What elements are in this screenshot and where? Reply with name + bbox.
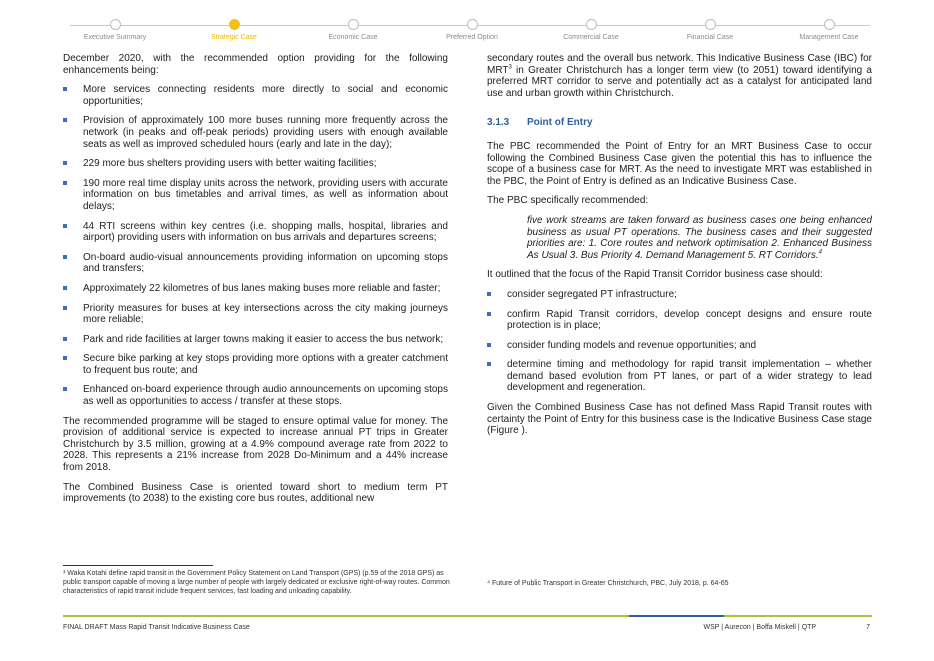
step-financial-case[interactable] (650, 18, 770, 41)
step-label: Executive Summary (83, 34, 147, 41)
bullet-icon (487, 312, 491, 316)
section-heading (487, 117, 872, 129)
step-dot-active (229, 19, 240, 30)
step-management-case[interactable] (769, 18, 889, 41)
list-item-text: Approximately 22 kilometres of bus lanes making buses more reliable and faster; (83, 282, 441, 294)
footnote-rule (63, 565, 213, 566)
bullet-icon (63, 87, 67, 91)
step-label: Economic Case (328, 34, 378, 41)
list-item-text: Secure bike parking at key stops providing more options with a greater catchment to frequent bus route; and (83, 353, 448, 376)
step-economic-case[interactable] (293, 18, 413, 41)
programme-paragraph: The recommended programme will be staged to ensure optimal value for money. The provision of additional service is expected to increase annual PT trips in Greater Christchurch by 3.5 million, growing at a 4.9% compound average rate from 2022 to 2028. This represents a 21% increase from 2028 Do-Minimum and a 44% increase from 2018. (63, 415, 448, 474)
step-commercial-case[interactable] (531, 18, 651, 41)
list-item-text: 190 more real time display units across the network, providing users with accurate information on bus timetables and arrival times, as well as information about delays; (83, 177, 448, 212)
continuation-paragraph (487, 53, 872, 99)
list-item-text: Park and ride facilities at larger towns making it easier to access the bus network; (83, 333, 444, 345)
step-label: Financial Case (686, 34, 734, 41)
intro-paragraph: December 2020, with the recommended option providing for the following enhancements being: (63, 53, 448, 76)
footnote-4: ⁴ Future of Public Transport in Greater Christchurch, PBC, July 2018, p. 64-65 (487, 580, 729, 587)
bullet-icon (63, 224, 67, 228)
list-item-text: On-board audio-visual announcements providing information on upcoming stops and transfers; (83, 251, 448, 275)
step-dot (705, 19, 716, 30)
focus-list (487, 289, 872, 394)
bullet-icon (63, 337, 67, 341)
list-item-text: 229 more bus shelters providing users with better waiting facilities; (83, 158, 377, 170)
list-item (63, 252, 448, 275)
list-item (63, 384, 448, 407)
conclusion-paragraph: Given the Combined Business Case has not defined Mass Rapid Transit routes with certainty the Point of Entry for this business case is the Indicative Business Case stage (Figure ). (487, 402, 872, 437)
list-item (63, 353, 448, 376)
bullet-icon (487, 343, 491, 347)
continuation-text-a: secondary routes and the overall bus network. This Indicative Business Case (IBC) for MRT (487, 53, 872, 76)
bullet-icon (63, 356, 67, 360)
list-item (487, 309, 872, 332)
bullet-icon (63, 161, 67, 165)
list-item-text: Priority measures for buses at key intersections across the city making journeys more reliable; (83, 302, 448, 326)
list-item (63, 115, 448, 150)
section-number: 3.1.3 (487, 117, 510, 129)
step-dot (824, 19, 835, 30)
quote-text: five work streams are taken forward as business cases one being enhanced business as usual PT operations. The business cases and their suggested priorities are: 1. Core routes and network optimisation 2. Enhanced Business As Usual 3. Bus Priority 4. Demand Management 5. RT Corridors. (527, 214, 872, 261)
bullet-icon (63, 387, 67, 391)
list-item-text: consider funding models and revenue opportunities; and (507, 339, 757, 351)
step-dot (348, 19, 359, 30)
list-item-text: consider segregated PT infrastructure; (507, 288, 677, 300)
list-item-text: confirm Rapid Transit corridors, develop concept designs and ensure route protection is in place; (507, 308, 872, 332)
bullet-icon (487, 292, 491, 296)
list-item (63, 84, 448, 107)
combined-case-paragraph: The Combined Business Case is oriented toward short to medium term PT improvements (to 2038) to the existing core bus routes, additional new (63, 481, 448, 505)
point-of-entry-paragraph: The PBC recommended the Point of Entry for an MRT Business Case to occur following the Combined Business Case given the potential this has to influence the scope of a business case for MRT. As the need to investigate MRT was established in the PBC, the Point of Entry is defined as an Indicative Business Case. (487, 140, 872, 187)
recommended-paragraph: The PBC specifically recommended: (487, 195, 649, 207)
step-strategic-case[interactable] (174, 18, 294, 41)
step-executive-summary[interactable] (55, 18, 175, 41)
left-column (63, 53, 448, 513)
bullet-icon (63, 306, 67, 310)
list-item (63, 334, 448, 346)
footnote-3: ³ Waka Kotahi define rapid transit in the Government Policy Statement on Land Transport (GPS) (p.59 of the 2018 GPS) as public transport capable of moving a large number of people with largely dedicated or exclusive right-of-way routes. Common characteristics of rapid transit include frequent services, fast loading and unloading capability. (63, 570, 450, 595)
list-item-text: More services connecting residents more directly to social and economic opportunities; (83, 84, 448, 107)
list-item (63, 303, 448, 326)
list-item-text: determine timing and methodology for rapid transit implementation – whether demand based evolution from PT lanes, or part of a wider strategy to lead development and regeneration. (507, 359, 872, 394)
footnote-ref-3[interactable]: 3 (508, 64, 512, 71)
footer-rule (63, 615, 872, 617)
list-item (63, 221, 448, 244)
step-label: Management Case (799, 34, 859, 41)
list-item (63, 158, 448, 170)
step-dot (110, 19, 121, 30)
bullet-icon (63, 255, 67, 259)
enhancements-list (63, 84, 448, 407)
list-item-text: Enhanced on-board experience through audio announcements on upcoming stops as well as opportunities to access / transfer at these stops. (83, 384, 448, 408)
list-item-text: 44 RTI screens within key centres (i.e. shopping malls, hospital, libraries and airport) providing users with information on bus arrivals and departures screens; (83, 220, 448, 244)
step-dot (467, 19, 478, 30)
footer-authors: WSP | Aurecon | Boffa Miskell | QTP (703, 624, 817, 631)
step-preferred-option[interactable] (412, 18, 532, 41)
section-stepper (55, 18, 885, 48)
list-item (63, 283, 448, 295)
section-title: Point of Entry (527, 117, 593, 129)
bullet-icon (63, 286, 67, 290)
continuation-text-b: in Greater Christchurch has a longer term view (to 2051) toward identifying a preferred MRT corridor to serve and potentially act as a catalyst for anticipated land use and urban growth within Christchurch. (487, 64, 872, 99)
list-item-text: Provision of approximately 100 more buses running more frequently across the network (in peaks and off-peak periods) providing users with enough available seats as well as improved scheduled hours (early and late in the day); (83, 115, 448, 150)
footnote-ref-4[interactable]: 4 (818, 249, 822, 256)
bullet-icon (487, 362, 491, 366)
list-item (487, 359, 872, 394)
list-item (487, 289, 872, 301)
footer-rule-accent (629, 615, 724, 617)
list-item (63, 178, 448, 213)
block-quote (527, 215, 872, 261)
step-label: Preferred Option (446, 34, 498, 41)
right-column (487, 53, 872, 445)
page-number: 7 (866, 624, 870, 631)
step-label: Commercial Case (563, 34, 619, 41)
bullet-icon (63, 118, 67, 122)
bullet-icon (63, 181, 67, 185)
footer-document-title: FINAL DRAFT Mass Rapid Transit Indicative Business Case (63, 624, 250, 631)
focus-paragraph: It outlined that the focus of the Rapid Transit Corridor business case should: (487, 269, 823, 281)
step-label: Strategic Case (211, 34, 257, 41)
list-item (487, 340, 872, 352)
step-dot (586, 19, 597, 30)
footer-right (704, 624, 870, 631)
